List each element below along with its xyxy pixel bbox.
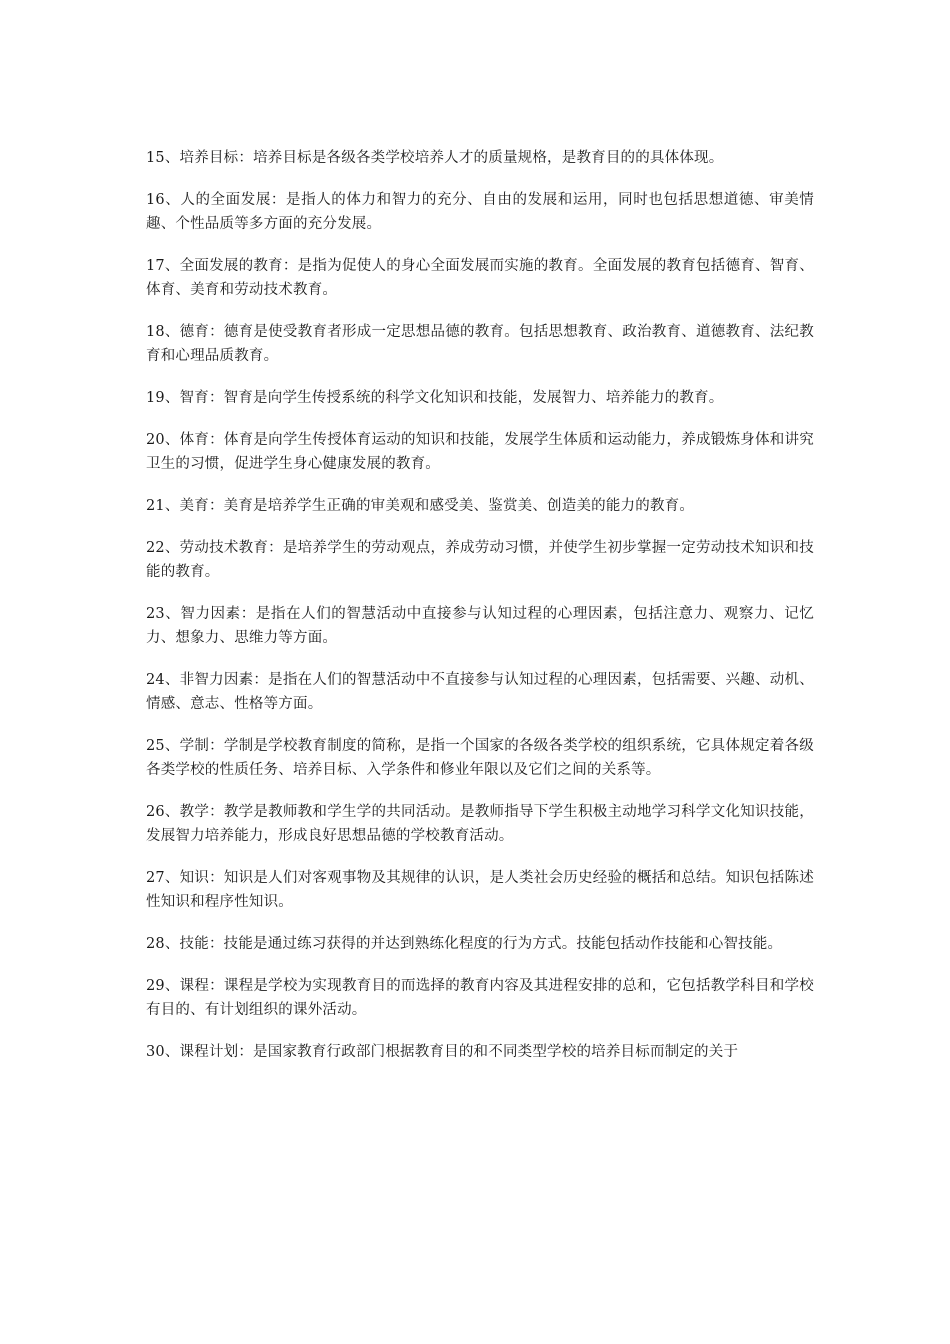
glossary-entry-15: 15、培养目标：培养目标是各级各类学校培养人才的质量规格，是教育目的的具体体现。 bbox=[146, 150, 724, 166]
glossary-entry-29: 29、课程：课程是学校为实现教育目的而选择的教育内容及其进程安排的总和，它包括教学科目和学校有目的、有计划组织的课外活动。 bbox=[146, 978, 814, 1018]
glossary-entry-30: 30、课程计划：是国家教育行政部门根据教育目的和不同类型学校的培养目标而制定的关于 bbox=[146, 1044, 739, 1060]
glossary-entry-17: 17、全面发展的教育：是指为促使人的身心全面发展而实施的教育。全面发展的教育包括德育、智育、体育、美育和劳动技术教育。 bbox=[146, 258, 814, 298]
glossary-entry-22: 22、劳动技术教育：是培养学生的劳动观点，养成劳动习惯，并使学生初步掌握一定劳动技术知识和技能的教育。 bbox=[146, 540, 814, 580]
glossary-entry-26: 26、教学：教学是教师教和学生学的共同活动。是教师指导下学生积极主动地学习科学文化知识技能，发展智力培养能力，形成良好思想品德的学校教育活动。 bbox=[146, 804, 814, 844]
glossary-entry-24: 24、非智力因素：是指在人们的智慧活动中不直接参与认知过程的心理因素，包括需要、兴趣、动机、情感、意志、性格等方面。 bbox=[146, 672, 814, 712]
glossary-entry-16: 16、人的全面发展：是指人的体力和智力的充分、自由的发展和运用，同时也包括思想道德、审美情趣、个性品质等多方面的充分发展。 bbox=[146, 192, 814, 232]
glossary-entry-25: 25、学制：学制是学校教育制度的简称，是指一个国家的各级各类学校的组织系统，它具体规定着各级各类学校的性质任务、培养目标、入学条件和修业年限以及它们之间的关系等。 bbox=[146, 738, 814, 778]
glossary-entry-20: 20、体育：体育是向学生传授体育运动的知识和技能，发展学生体质和运动能力，养成锻炼身体和讲究卫生的习惯，促进学生身心健康发展的教育。 bbox=[146, 432, 814, 472]
glossary-entry-27: 27、知识：知识是人们对客观事物及其规律的认识，是人类社会历史经验的概括和总结。知识包括陈述性知识和程序性知识。 bbox=[146, 870, 814, 910]
glossary-content bbox=[146, 146, 814, 1082]
glossary-entry-19: 19、智育：智育是向学生传授系统的科学文化知识和技能，发展智力、培养能力的教育。 bbox=[146, 390, 724, 406]
glossary-entry-23: 23、智力因素：是指在人们的智慧活动中直接参与认知过程的心理因素，包括注意力、观察力、记忆力、想象力、思维力等方面。 bbox=[146, 606, 814, 646]
glossary-entry-21: 21、美育：美育是培养学生正确的审美观和感受美、鉴赏美、创造美的能力的教育。 bbox=[146, 498, 695, 514]
glossary-entry-18: 18、德育：德育是使受教育者形成一定思想品德的教育。包括思想教育、政治教育、道德教育、法纪教育和心理品质教育。 bbox=[146, 324, 814, 364]
glossary-entry-28: 28、技能：技能是通过练习获得的并达到熟练化程度的行为方式。技能包括动作技能和心智技能。 bbox=[146, 936, 783, 952]
